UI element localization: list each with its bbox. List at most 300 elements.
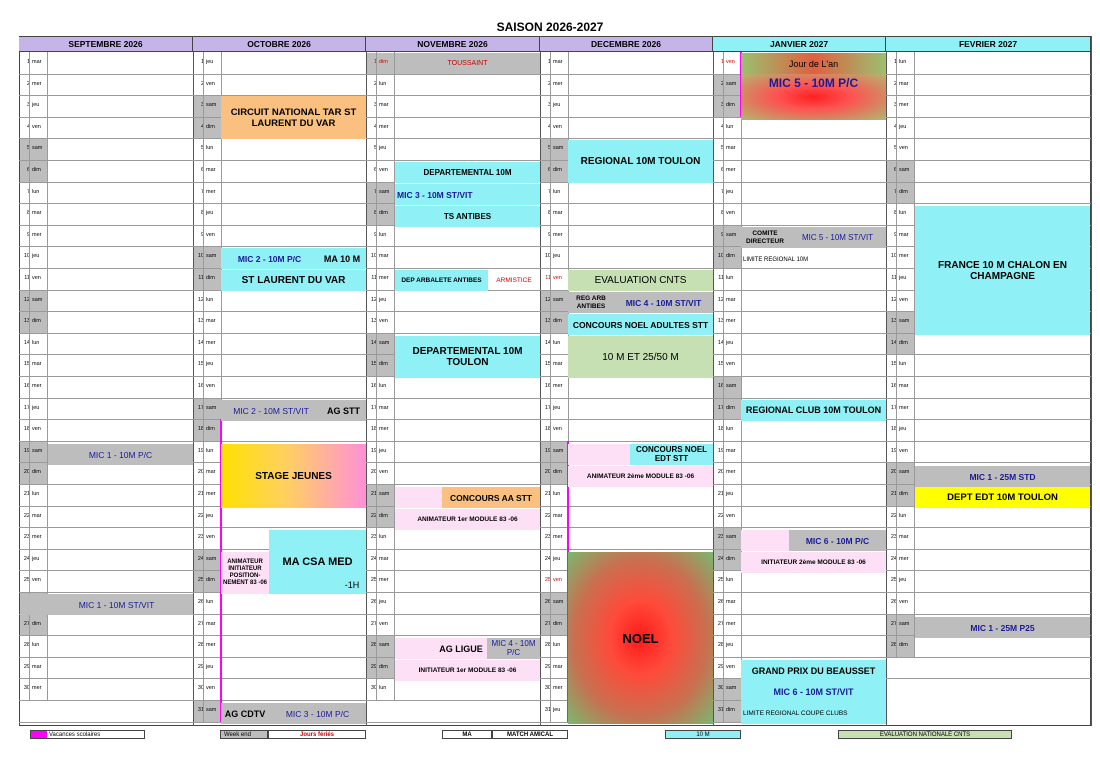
row-line <box>540 506 713 507</box>
day-number: 14 <box>717 339 724 346</box>
row-line <box>19 527 193 528</box>
row-line <box>19 225 193 226</box>
event-oct-1h: -1H <box>344 579 360 590</box>
day-name: jeu <box>32 102 40 109</box>
day-number: 27 <box>197 620 204 627</box>
day-number: 23 <box>890 534 897 541</box>
day-name: mer <box>206 188 216 195</box>
day-name: dim <box>32 318 41 325</box>
day-number: 26 <box>370 599 377 605</box>
day-name: mar <box>379 102 389 109</box>
day-name: sam <box>553 599 564 605</box>
day-name: ven <box>899 296 908 303</box>
day-name: jeu <box>206 512 214 519</box>
day-name: jeu <box>726 491 734 497</box>
day-name: dim <box>726 404 735 411</box>
day-name: ven <box>206 231 215 238</box>
row-line <box>193 311 366 312</box>
day-name: ven <box>206 383 215 389</box>
event-oct-mic2-stvit: MIC 2 - 10M ST/VIT <box>221 400 321 421</box>
day-number: 29 <box>197 663 204 670</box>
day-number: 15 <box>544 361 551 368</box>
day-number: 18 <box>370 426 377 433</box>
event-nov-dep-arbalete: DEP ARBALETE ANTIBES <box>395 270 488 291</box>
day-number: 11 <box>545 275 551 281</box>
day-name: mar <box>553 210 563 217</box>
day-number: 11 <box>371 275 377 281</box>
row-line <box>19 549 193 550</box>
day-name: mar <box>206 469 216 476</box>
day-name: lun <box>206 296 214 303</box>
day-number: 16 <box>23 383 30 389</box>
event-jan-comite: COMITE DIRECTEUR <box>741 227 789 248</box>
event-nov-dept-toulon: DEPARTEMENTAL 10M TOULON <box>395 336 540 378</box>
day-name: sam <box>553 145 564 152</box>
day-number: 20 <box>370 469 377 476</box>
day-number: 19 <box>370 447 377 454</box>
event-jan-initiateur2: INITIATEUR 2ème MODULE 83 -06 <box>741 552 886 573</box>
day-name: lun <box>726 275 734 281</box>
day-name: mer <box>726 318 736 325</box>
day-number: 17 <box>717 404 724 411</box>
row-line <box>193 333 366 334</box>
day-name: dim <box>206 123 215 130</box>
day-name: ven <box>553 577 562 584</box>
day-number: 9 <box>547 231 551 238</box>
day-number: 3 <box>720 102 724 109</box>
row-line <box>886 138 1091 139</box>
day-number: 5 <box>200 145 204 152</box>
day-name: ven <box>379 469 388 476</box>
day-name: mar <box>32 210 42 217</box>
event-jan-limite-coupe: LIMITE REGIONAL COUPE CLUBS <box>741 703 886 724</box>
row-line <box>540 398 713 399</box>
day-name: mer <box>206 491 216 497</box>
row-line <box>193 182 366 183</box>
day-number: 2 <box>893 80 897 87</box>
row-line <box>713 635 886 636</box>
day-number: 17 <box>544 404 551 411</box>
event-nov-mic4-pc: MIC 4 - 10M P/C <box>487 638 540 659</box>
day-name: jeu <box>899 577 907 584</box>
row-line <box>193 678 366 679</box>
day-number: 21 <box>717 491 724 497</box>
day-number: 2 <box>200 80 204 87</box>
row-line <box>713 354 886 355</box>
day-name: sam <box>206 404 217 411</box>
day-number: 12 <box>23 296 30 303</box>
day-name: mar <box>379 253 389 260</box>
row-line <box>713 592 886 593</box>
day-number: 18 <box>890 426 897 433</box>
event-sep-mic1-stvit: MIC 1 - 10M ST/VIT <box>20 594 193 615</box>
day-name: sam <box>726 231 737 238</box>
day-name: ven <box>726 361 735 368</box>
day-number: 22 <box>890 512 897 519</box>
row-line <box>713 311 886 312</box>
day-name: jeu <box>726 188 734 195</box>
event-feb-mic1-25p25: MIC 1 - 25M P25 <box>915 617 1090 638</box>
event-feb-dept-edt: DEPT EDT 10M TOULON <box>915 487 1090 508</box>
day-number: 5 <box>720 145 724 152</box>
day-name: dim <box>206 577 215 584</box>
row-line <box>366 549 540 550</box>
event-jan-grand-prix: GRAND PRIX DU BEAUSSET <box>741 660 886 681</box>
day-number: 4 <box>720 123 724 130</box>
row-line <box>19 354 193 355</box>
day-name: mer <box>379 275 389 281</box>
event-dec-eval: EVALUATION CNTS <box>568 270 713 291</box>
day-number: 6 <box>547 167 551 173</box>
day-name: ven <box>726 512 735 519</box>
day-name: mer <box>379 426 389 433</box>
day-name: jeu <box>206 663 214 670</box>
day-name: lun <box>206 447 214 454</box>
day-number: 7 <box>547 188 551 195</box>
day-number: 9 <box>893 231 897 238</box>
day-number: 3 <box>547 102 551 109</box>
day-name: ven <box>726 210 735 217</box>
row-line <box>19 678 193 679</box>
row-line <box>193 354 366 355</box>
event-nov-mic3-stvit: MIC 3 - 10M ST/VIT <box>395 184 540 205</box>
day-name: jeu <box>206 210 214 217</box>
day-name: mar <box>32 663 42 670</box>
day-number: 18 <box>23 426 30 433</box>
day-number: 2 <box>720 80 724 87</box>
day-name: mar <box>899 383 909 389</box>
month-header: NOVEMBRE 2026 <box>366 37 540 52</box>
day-number: 19 <box>890 447 897 454</box>
row-line <box>886 182 1091 183</box>
day-name: mar <box>553 59 563 65</box>
event-jan-mic6-pc: MIC 6 - 10M P/C <box>789 530 886 551</box>
day-number: 10 <box>197 253 204 260</box>
day-name: lun <box>206 145 214 152</box>
day-name: ven <box>899 599 908 605</box>
day-number: 1 <box>547 59 551 65</box>
row-line <box>713 225 886 226</box>
row-line <box>19 419 193 420</box>
day-name: dim <box>899 339 908 346</box>
row-line <box>713 160 886 161</box>
row-line <box>19 592 193 593</box>
day-number: 4 <box>893 123 897 130</box>
day-number: 5 <box>547 145 551 152</box>
day-name: jeu <box>379 296 387 303</box>
day-number: 8 <box>893 210 897 217</box>
day-number: 18 <box>717 426 724 433</box>
day-number: 27 <box>717 620 724 627</box>
event-nov-concours-aa: CONCOURS AA STT <box>442 487 540 508</box>
day-name: jeu <box>726 339 734 346</box>
row-line <box>886 419 1091 420</box>
day-number: 18 <box>544 426 551 433</box>
row-line <box>19 722 193 723</box>
day-name: jeu <box>32 253 40 260</box>
day-name: lun <box>32 188 40 195</box>
day-name: lun <box>379 685 387 692</box>
day-name: jeu <box>379 599 387 605</box>
day-name: lun <box>32 642 40 649</box>
row-line <box>19 160 193 161</box>
day-number: 20 <box>890 469 897 476</box>
day-name: lun <box>899 361 907 368</box>
row-line <box>193 376 366 377</box>
day-name: lun <box>899 59 907 65</box>
day-name: mar <box>379 555 389 562</box>
day-number: 31 <box>197 707 204 713</box>
month-sep <box>1091 36 1092 726</box>
day-number: 19 <box>23 447 30 454</box>
day-number: 31 <box>544 707 551 713</box>
day-number: 20 <box>717 469 724 476</box>
day-name: sam <box>32 145 43 152</box>
day-number: 9 <box>200 231 204 238</box>
day-name: ven <box>32 577 41 584</box>
day-number: 11 <box>198 275 204 281</box>
day-number: 26 <box>544 599 551 605</box>
row-line <box>193 225 366 226</box>
day-name: sam <box>206 707 217 713</box>
day-name: mar <box>206 167 216 173</box>
event-nov-ts-antibes: TS ANTIBES <box>395 206 540 227</box>
row-line <box>366 722 540 723</box>
day-number: 8 <box>26 210 30 217</box>
row-line <box>886 354 1091 355</box>
day-number: 27 <box>370 620 377 627</box>
day-number: 24 <box>23 555 30 562</box>
day-number: 25 <box>370 577 377 584</box>
day-number: 16 <box>890 383 897 389</box>
row-line <box>540 246 713 247</box>
row-line <box>19 290 193 291</box>
day-name: mer <box>726 167 736 173</box>
legend-vacances: Vacances scolaires <box>30 730 145 739</box>
day-name: jeu <box>32 555 40 562</box>
event-jan-jour-de-lan: Jour de L'an <box>741 53 886 74</box>
event-oct-ma-csa-med: MA CSA MED <box>269 530 366 594</box>
day-name: mar <box>726 599 736 605</box>
col-sep <box>376 52 377 700</box>
row-line <box>886 376 1091 377</box>
day-number: 29 <box>370 663 377 670</box>
row-line <box>193 657 366 658</box>
row-line <box>19 311 193 312</box>
row-line <box>886 160 1091 161</box>
day-name: ven <box>32 426 41 433</box>
event-feb-france: FRANCE 10 M CHALON EN CHAMPAGNE <box>915 206 1090 335</box>
row-line <box>713 527 886 528</box>
day-name: sam <box>726 383 737 389</box>
row-line <box>540 203 713 204</box>
day-number: 10 <box>370 253 377 260</box>
row-line <box>540 419 713 420</box>
row-line <box>886 592 1091 593</box>
day-number: 24 <box>544 555 551 562</box>
row-line <box>713 398 886 399</box>
day-number: 8 <box>200 210 204 217</box>
day-name: sam <box>206 555 217 562</box>
event-nov-initiateur1: INITIATEUR 1er MODULE 83 -06 <box>395 660 540 681</box>
day-number: 13 <box>23 318 30 325</box>
day-number: 28 <box>890 642 897 649</box>
day-number: 14 <box>23 339 30 346</box>
day-name: dim <box>206 275 215 281</box>
day-name: mer <box>553 231 563 238</box>
day-number: 15 <box>197 361 204 368</box>
day-name: lun <box>899 210 907 217</box>
event-oct-circuit: CIRCUIT NATIONAL TAR ST LAURENT DU VAR <box>221 96 366 139</box>
day-number: 23 <box>717 534 724 541</box>
row-line <box>886 203 1091 204</box>
row-line <box>366 635 540 636</box>
day-name: sam <box>726 534 737 541</box>
event-feb-mic1-25std: MIC 1 - 25M STD <box>915 466 1090 487</box>
event-oct-mic3-pc: MIC 3 - 10M P/C <box>269 703 366 724</box>
event-jan-limite-regional: LIMITE REGIONAL 10M <box>743 256 809 263</box>
day-number: 23 <box>23 534 30 541</box>
day-name: sam <box>899 620 910 627</box>
row-line <box>540 95 713 96</box>
row-line <box>193 635 366 636</box>
col-sep <box>203 52 204 722</box>
day-number: 1 <box>720 59 724 65</box>
day-name: ven <box>379 167 388 173</box>
row-line <box>366 95 540 96</box>
event-jan-pink-23 <box>741 530 789 551</box>
day-name: lun <box>553 491 561 497</box>
col-sep <box>914 52 915 657</box>
day-number: 27 <box>544 620 551 627</box>
event-dec-mic4-stvit: MIC 4 - 10M ST/VIT <box>614 292 713 313</box>
day-number: 15 <box>23 361 30 368</box>
day-name: dim <box>553 318 562 325</box>
day-name: ven <box>726 663 735 670</box>
day-number: 19 <box>717 447 724 454</box>
row-line <box>19 441 193 442</box>
day-number: 25 <box>890 577 897 584</box>
event-oct-mic2-pc: MIC 2 - 10M P/C <box>221 248 318 269</box>
day-number: 7 <box>893 188 897 195</box>
month-header: FEVRIER 2027 <box>886 37 1091 52</box>
event-dec-reg-arb: REG ARB ANTIBES <box>568 292 614 313</box>
day-name: jeu <box>553 707 561 713</box>
day-name: sam <box>899 167 910 173</box>
row-line <box>19 268 193 269</box>
day-number: 1 <box>373 59 377 65</box>
day-number: 2 <box>547 80 551 87</box>
day-name: mar <box>206 620 216 627</box>
row-line <box>19 246 193 247</box>
day-number: 14 <box>197 339 204 346</box>
day-name: sam <box>899 469 910 476</box>
day-name: lun <box>379 231 387 238</box>
legend-evaluation: EVALUATION NATIONALE CNTS <box>838 730 1012 739</box>
row-line <box>19 484 193 485</box>
row-line <box>193 441 366 442</box>
row-line <box>540 549 713 550</box>
row-line <box>366 462 540 463</box>
day-name: mar <box>899 80 909 87</box>
month-header: SEPTEMBRE 2026 <box>19 37 193 52</box>
day-number: 9 <box>720 231 724 238</box>
day-name: lun <box>726 577 734 584</box>
day-number: 16 <box>370 383 377 389</box>
day-name: lun <box>899 512 907 519</box>
day-name: ven <box>379 620 388 627</box>
row-line <box>886 441 1091 442</box>
row-line <box>540 117 713 118</box>
row-line <box>540 441 713 442</box>
event-oct-animateur: ANIMATEUR INITIATEUR POSITION-NEMENT 83 -06 <box>221 552 269 594</box>
day-name: sam <box>553 296 564 303</box>
day-name: lun <box>206 599 214 605</box>
day-number: 20 <box>197 469 204 476</box>
day-name: ven <box>379 318 388 325</box>
day-name: dim <box>379 59 388 65</box>
day-number: 29 <box>717 663 724 670</box>
day-name: mer <box>32 534 42 541</box>
day-name: dim <box>899 491 908 497</box>
day-name: mar <box>726 447 736 454</box>
day-name: mar <box>899 231 909 238</box>
legend-ma: MA <box>442 730 492 739</box>
day-number: 27 <box>23 620 30 627</box>
event-dec-10m-2550: 10 M ET 25/50 M <box>568 336 713 378</box>
day-number: 6 <box>200 167 204 173</box>
row-line <box>886 74 1091 75</box>
day-number: 27 <box>890 620 897 627</box>
day-name: mar <box>553 512 563 519</box>
day-number: 3 <box>200 102 204 109</box>
col-sep <box>723 52 724 722</box>
row-line <box>886 462 1091 463</box>
row-line <box>366 268 540 269</box>
row-line <box>19 700 193 701</box>
row-line <box>366 570 540 571</box>
day-name: ven <box>553 275 562 281</box>
day-number: 20 <box>544 469 551 476</box>
event-dec-animateur2: ANIMATEUR 2ème MODULE 83 -06 <box>568 466 713 487</box>
day-name: dim <box>726 555 735 562</box>
day-number: 24 <box>197 555 204 562</box>
row-line <box>366 419 540 420</box>
day-name: sam <box>553 447 564 454</box>
event-nov-agligue: AG LIGUE <box>395 638 487 659</box>
day-number: 30 <box>544 685 551 692</box>
row-line <box>193 203 366 204</box>
event-oct-agcdtv: AG CDTV <box>221 703 269 724</box>
day-number: 10 <box>23 253 30 260</box>
day-name: jeu <box>899 275 907 281</box>
col-sep <box>741 52 742 722</box>
row-line <box>886 657 1091 658</box>
day-number: 7 <box>373 188 377 195</box>
day-number: 29 <box>23 663 30 670</box>
event-nov-armistice: ARMISTICE <box>496 277 532 284</box>
day-name: dim <box>379 361 388 368</box>
day-name: mar <box>379 404 389 411</box>
day-number: 14 <box>370 339 377 346</box>
day-number: 6 <box>893 167 897 173</box>
day-name: dim <box>379 210 388 217</box>
day-number: 24 <box>890 555 897 562</box>
day-number: 30 <box>197 685 204 692</box>
row-line <box>886 527 1091 528</box>
day-name: mer <box>379 577 389 584</box>
event-oct-agstt: AG STT <box>321 400 366 421</box>
